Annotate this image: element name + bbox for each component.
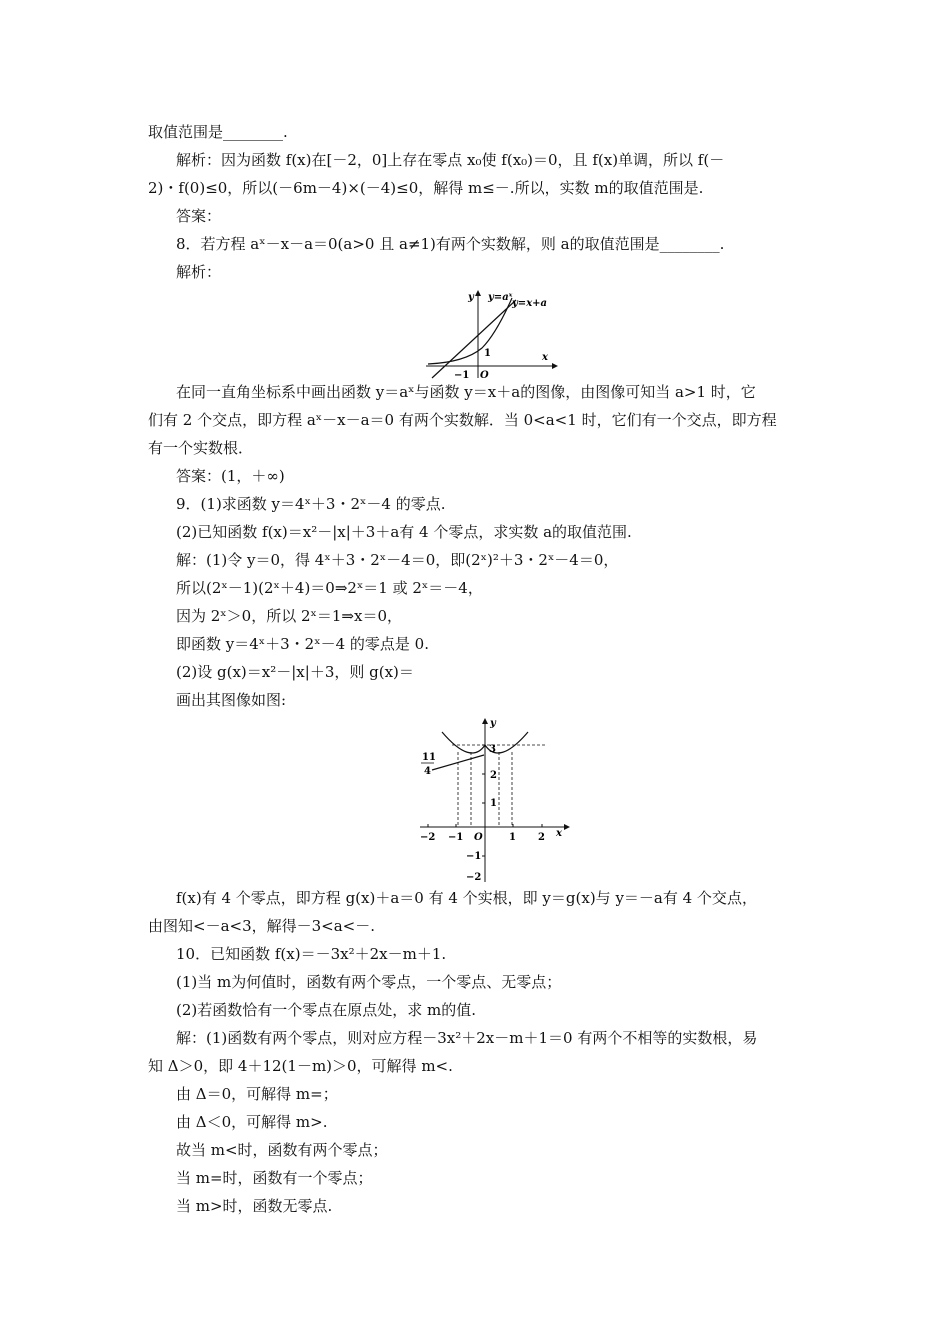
fig2-tick-2: 2: [490, 770, 497, 781]
text-line: 由图知<－a<3，解得－3<a<－.: [148, 917, 376, 935]
text-line: (1)当 m为何值时，函数有两个零点，一个零点、无零点；: [176, 973, 562, 991]
text-line: 解析：: [176, 263, 222, 281]
text-line: 答案：(1，＋∞): [176, 467, 285, 485]
fig2-xtick-neg2: −2: [420, 832, 436, 843]
text-line: 8．若方程 aˣ－x－a＝0(a>0 且 a≠1)有两个实数解，则 a的取值范围是________.: [176, 235, 725, 253]
fig1-one-label: 1: [484, 348, 491, 359]
text-line: 解：(1)函数有两个零点，则对应方程－3x²＋2x－m＋1＝0 有两个不相等的实数根，易: [176, 1029, 758, 1047]
text-line: 画出其图像如图:: [176, 691, 287, 709]
text-line: 即函数 y＝4ˣ＋3・2ˣ－4 的零点是 0.: [176, 635, 429, 653]
fig2-origin: O: [474, 832, 483, 843]
fig1-ya-label: y=aˣ: [488, 292, 513, 303]
fig1-x-label: x: [542, 352, 548, 363]
text-line: f(x)有 4 个零点，即方程 g(x)＋a＝0 有 4 个实根，即 y＝g(x)与 y＝－a有 4 个交点，: [176, 889, 757, 907]
figure-gx-graph: [418, 714, 570, 884]
text-line: 取值范围是________.: [148, 123, 288, 141]
fig2-x-label: x: [556, 828, 562, 839]
text-line: (2)已知函数 f(x)＝x²－|x|＋3＋a有 4 个零点，求实数 a的取值范围.: [176, 523, 632, 541]
text-line: 10．已知函数 f(x)＝－3x²＋2x－m＋1.: [176, 945, 447, 963]
text-line: 因为 2ˣ＞0，所以 2ˣ＝1⇒x＝0，: [176, 607, 402, 625]
text-line: 所以(2ˣ－1)(2ˣ＋4)＝0⇒2ˣ＝1 或 2ˣ＝－4，: [176, 579, 483, 597]
text-line: (2)设 g(x)＝x²－|x|＋3，则 g(x)＝: [176, 663, 414, 681]
text-line: 们有 2 个交点，即方程 aˣ－x－a＝0 有两个实数解．当 0<a<1 时，它们有一个交点，即方程: [148, 411, 777, 429]
text-line: 由 Δ＝0，可解得 m=；: [176, 1085, 338, 1103]
fig2-tick-neg1: −1: [466, 851, 482, 862]
text-line: 当 m=时，函数有一个零点；: [176, 1169, 373, 1187]
fig2-y-label: y: [490, 718, 496, 729]
text-line: 解：(1)令 y＝0，得 4ˣ＋3・2ˣ－4＝0，即(2ˣ)²＋3・2ˣ－4＝0，: [176, 551, 619, 569]
text-line: 9．(1)求函数 y＝4ˣ＋3・2ˣ－4 的零点.: [176, 495, 446, 513]
fig2-xtick-1: 1: [509, 832, 516, 843]
figure-exponential-line: [420, 286, 560, 382]
text-line: 在同一直角坐标系中画出函数 y＝aˣ与函数 y＝x＋a的图像，由图像可知当 a>1 时，它: [176, 383, 756, 401]
fig1-neg1-label: −1: [454, 370, 470, 381]
fig2-frac-den: 4: [424, 766, 431, 777]
fig2-tick-3: 3: [489, 744, 496, 755]
text-line: 由 Δ＜0，可解得 m>.: [176, 1113, 328, 1131]
text-line: 答案：: [176, 207, 222, 225]
text-line: 2)・f(0)≤0，所以(－6m－4)×(－4)≤0，解得 m≤－.所以，实数 m的取值范围是.: [148, 179, 704, 197]
text-line: 有一个实数根．: [148, 439, 254, 457]
fig2-xtick-2: 2: [538, 832, 545, 843]
fig2-tick-neg2: −2: [466, 872, 482, 883]
text-line: 解析：因为函数 f(x)在[－2，0]上存在零点 x₀使 f(x₀)＝0，且 f(x)单调，所以 f(－: [176, 151, 725, 169]
fig1-origin-label: O: [480, 370, 489, 381]
fig1-yxa-label: y=x+a: [512, 298, 548, 309]
fig2-frac-num: 11: [422, 752, 436, 763]
text-line: 故当 m<时，函数有两个零点；: [176, 1141, 388, 1159]
fig2-tick-1: 1: [490, 798, 497, 809]
text-line: 当 m>时，函数无零点.: [176, 1197, 333, 1215]
text-line: 知 Δ＞0，即 4＋12(1－m)＞0，可解得 m<.: [148, 1057, 453, 1075]
text-line: (2)若函数恰有一个零点在原点处，求 m的值.: [176, 1001, 477, 1019]
fig1-y-label: y: [468, 292, 474, 303]
fig2-xtick-neg1: −1: [448, 832, 464, 843]
